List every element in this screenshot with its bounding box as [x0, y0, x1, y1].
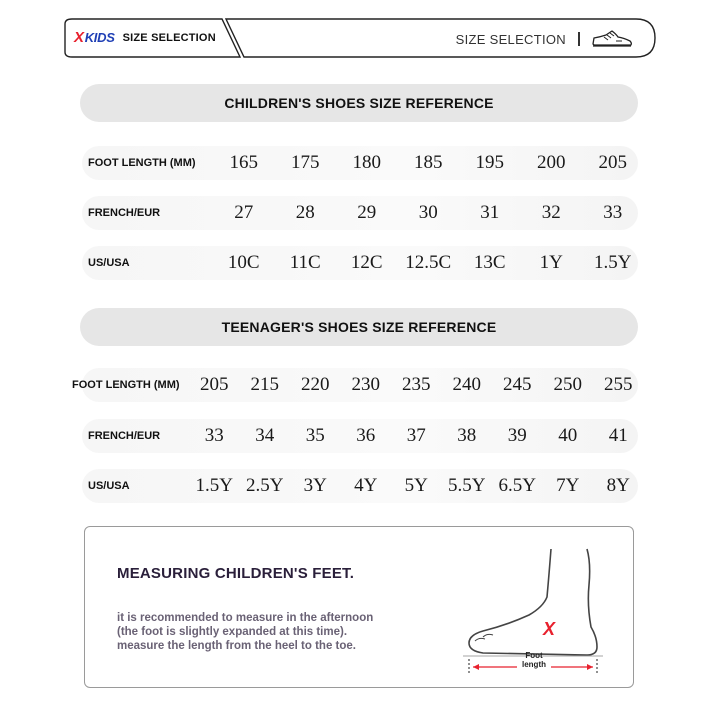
size-value: 38: [457, 425, 477, 446]
size-value: 31: [480, 202, 500, 223]
size-value: 12.5C: [405, 252, 452, 273]
size-value: 165: [229, 152, 258, 173]
size-value: 32: [541, 202, 561, 223]
size-value: 34: [255, 425, 275, 446]
row-label: FRENCH/EUR: [88, 207, 161, 219]
size-value: 13C: [473, 252, 506, 273]
size-value: 1Y: [539, 252, 563, 273]
size-value: 7Y: [556, 475, 580, 496]
size-value: 240: [452, 374, 481, 395]
row-values: [213, 246, 644, 280]
size-value: 185: [414, 152, 443, 173]
size-value: 200: [537, 152, 566, 173]
brand: [74, 29, 216, 46]
size-value: 12C: [350, 252, 383, 273]
row-values: [213, 196, 644, 230]
children-row-foot-length: [82, 146, 638, 180]
size-value: 205: [200, 374, 229, 395]
size-value: 41: [608, 425, 628, 446]
size-value: 5.5Y: [448, 475, 486, 496]
size-value: 8Y: [606, 475, 630, 496]
row-values: [189, 419, 644, 453]
foot-length-label-line1: Foot: [525, 651, 543, 660]
size-value: 230: [351, 374, 380, 395]
teen-row-us-usa: [82, 469, 638, 503]
measuring-text-line: (the foot is slightly expanded at this time).: [117, 626, 348, 638]
teen-row-foot-length: [72, 368, 638, 402]
row-label: US/USA: [88, 257, 130, 269]
size-value: 1.5Y: [195, 475, 233, 496]
children-section-title: CHILDREN'S SHOES SIZE REFERENCE: [80, 84, 638, 122]
children-row-french-eur: [82, 196, 638, 230]
measuring-text-line: it is recommended to measure in the afternoon: [117, 612, 374, 624]
size-value: 205: [598, 152, 627, 173]
size-value: 3Y: [303, 475, 327, 496]
size-value: 33: [603, 202, 623, 223]
measuring-guide: [84, 526, 634, 688]
size-value: 250: [553, 374, 582, 395]
size-value: 39: [507, 425, 527, 446]
size-value: 1.5Y: [594, 252, 632, 273]
size-value: 175: [291, 152, 320, 173]
size-value: 180: [352, 152, 381, 173]
measuring-text-line: measure the length from the heel to the toe.: [117, 640, 356, 652]
size-value: 245: [503, 374, 532, 395]
foot-length-label: [519, 651, 549, 669]
header-divider: [578, 32, 580, 46]
size-value: 255: [604, 374, 633, 395]
size-value: 6.5Y: [498, 475, 536, 496]
size-value: 4Y: [354, 475, 378, 496]
size-value: 29: [357, 202, 377, 223]
brand-logo: [74, 29, 115, 46]
size-value: 11C: [289, 252, 321, 273]
foot-x-mark: X: [543, 619, 556, 639]
size-value: 33: [204, 425, 224, 446]
brand-x-mark: X: [74, 29, 84, 46]
size-value: 5Y: [404, 475, 428, 496]
measuring-title: MEASURING CHILDREN'S FEET.: [117, 565, 355, 582]
teen-section-title: TEENAGER'S SHOES SIZE REFERENCE: [80, 308, 638, 346]
children-row-us-usa: [82, 246, 638, 280]
row-label: FOOT LENGTH (MM): [88, 157, 196, 169]
header-right: [456, 28, 634, 50]
header-right-label: SIZE SELECTION: [455, 31, 566, 47]
row-values: [213, 146, 644, 180]
row-label: US/USA: [88, 480, 130, 492]
size-value: 36: [356, 425, 376, 446]
size-value: 28: [295, 202, 315, 223]
row-values: [189, 469, 644, 503]
teen-row-french-eur: [82, 419, 638, 453]
size-value: 40: [558, 425, 578, 446]
size-value: 215: [250, 374, 279, 395]
size-value: 27: [234, 202, 254, 223]
size-value: 220: [301, 374, 330, 395]
page-header: [64, 18, 656, 58]
size-value: 30: [418, 202, 438, 223]
size-value: 37: [406, 425, 426, 446]
row-values: [189, 368, 644, 402]
size-value: 195: [475, 152, 504, 173]
size-value: 235: [402, 374, 431, 395]
size-value: 2.5Y: [246, 475, 284, 496]
row-label: FRENCH/EUR: [88, 430, 161, 442]
size-value: 10C: [227, 252, 260, 273]
size-value: 35: [305, 425, 325, 446]
brand-name: KIDS: [84, 30, 115, 45]
sneaker-icon: [590, 28, 634, 50]
row-label: FOOT LENGTH (MM): [72, 379, 180, 391]
header-title: SIZE SELECTION: [122, 31, 216, 44]
foot-length-label-line2: length: [522, 660, 546, 669]
